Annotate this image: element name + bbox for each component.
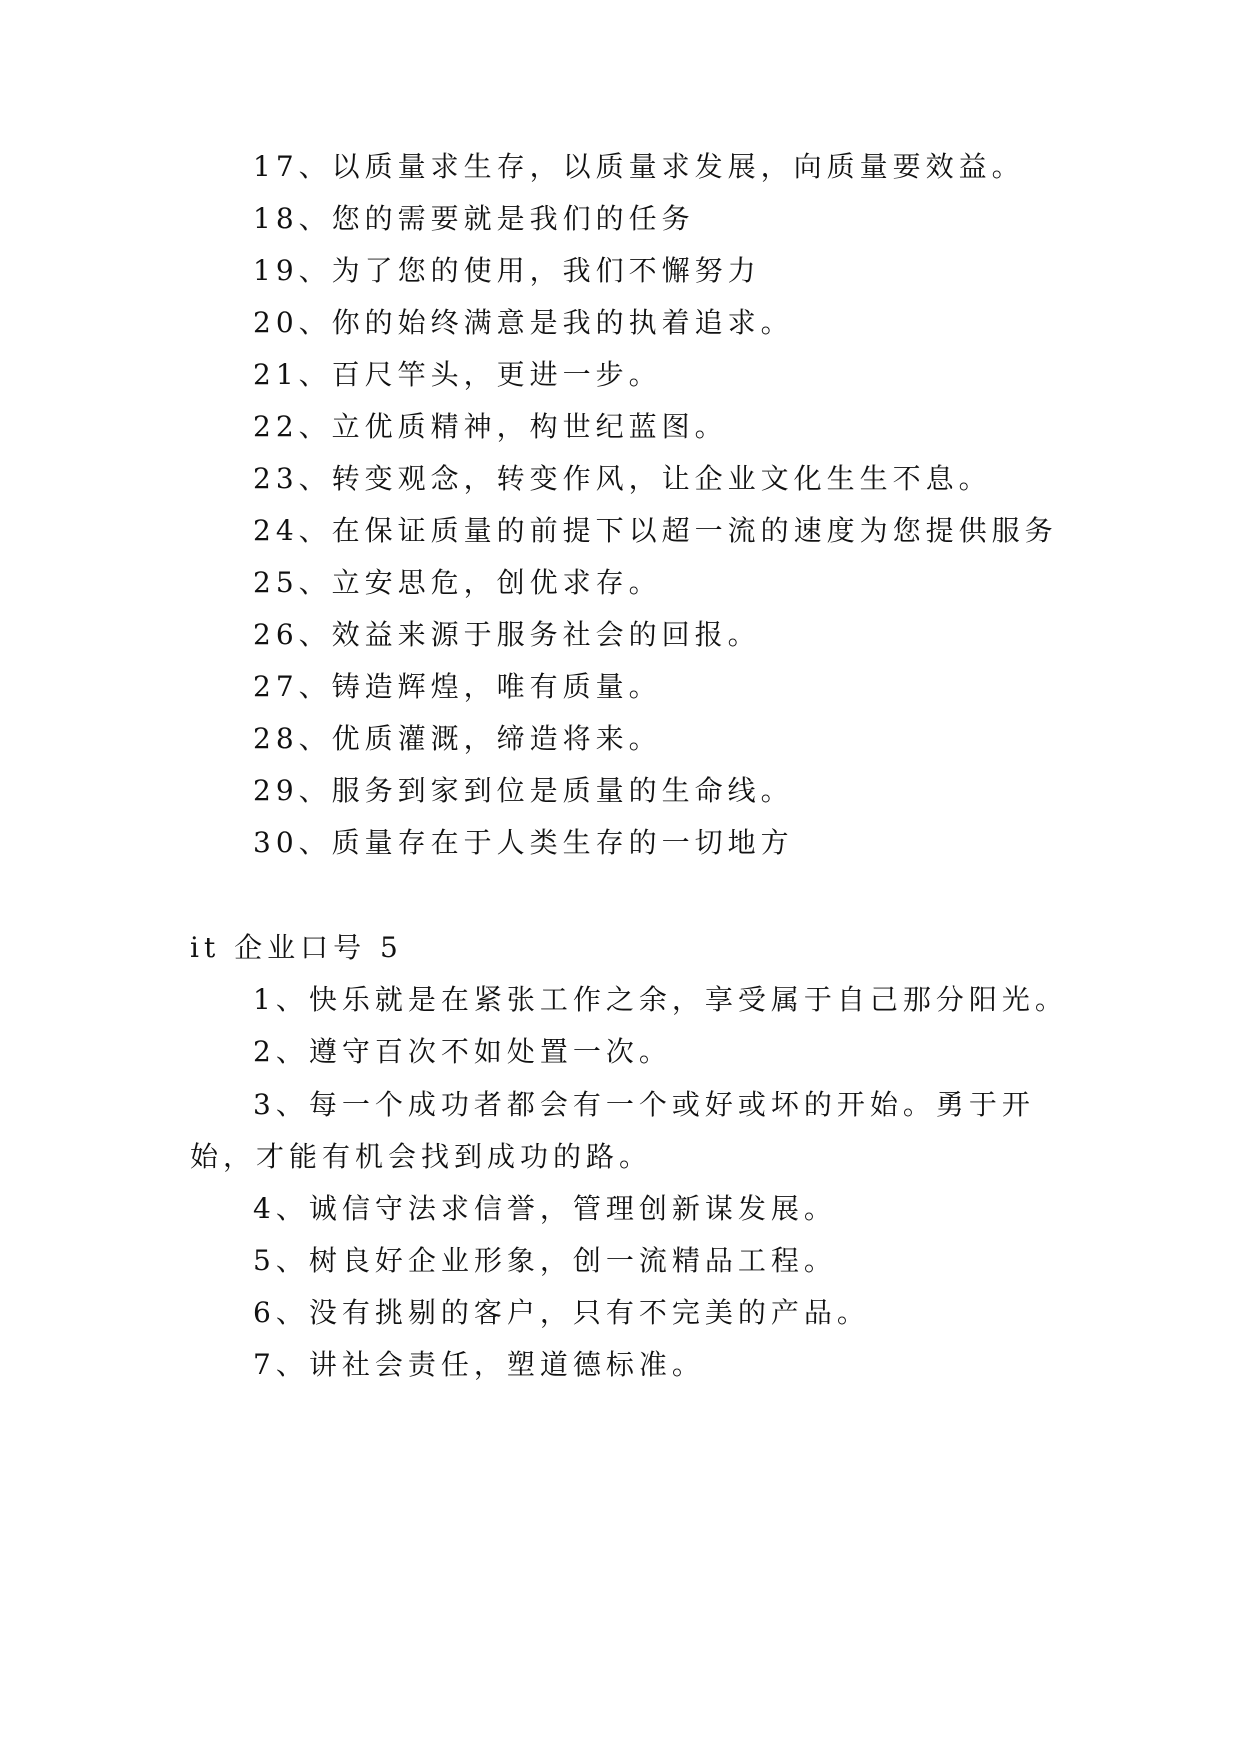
list-item: 17、以质量求生存，以质量求发展，向质量要效益。 (253, 150, 1025, 183)
list-item: 4、诚信守法求信誉，管理创新谋发展。 (253, 1192, 837, 1225)
section-heading: it 企业口号 5 (190, 931, 403, 964)
list-item: 3、每一个成功者都会有一个或好或坏的开始。勇于开 (253, 1088, 1035, 1121)
list-item: 23、转变观念，转变作风，让企业文化生生不息。 (253, 462, 992, 495)
list-item: 22、立优质精神，构世纪蓝图。 (253, 410, 728, 443)
list-item: 7、讲社会责任，塑道德标准。 (253, 1348, 705, 1381)
list-item: 18、您的需要就是我们的任务 (253, 202, 695, 235)
list-item: 1、快乐就是在紧张工作之余，享受属于自己那分阳光。 (253, 983, 1068, 1016)
list-item: 5、树良好企业形象，创一流精品工程。 (253, 1244, 837, 1277)
list-item: 2、遵守百次不如处置一次。 (253, 1035, 672, 1068)
list-item: 6、没有挑剔的客户，只有不完美的产品。 (253, 1296, 870, 1329)
list-item: 26、效益来源于服务社会的回报。 (253, 618, 761, 651)
list-item: 30、质量存在于人类生存的一切地方 (253, 826, 794, 859)
list-item: 24、在保证质量的前提下以超一流的速度为您提供服务 (253, 514, 1058, 547)
list-item-continuation: 始，才能有机会找到成功的路。 (190, 1140, 653, 1173)
list-item: 20、你的始终满意是我的执着追求。 (253, 306, 794, 339)
list-item: 21、百尺竿头，更进一步。 (253, 358, 662, 391)
list-item: 28、优质灌溉，缔造将来。 (253, 722, 662, 755)
list-item: 25、立安思危，创优求存。 (253, 566, 662, 599)
list-item: 29、服务到家到位是质量的生命线。 (253, 774, 794, 807)
list-item: 27、铸造辉煌，唯有质量。 (253, 670, 662, 703)
list-item: 19、为了您的使用，我们不懈努力 (253, 254, 761, 287)
